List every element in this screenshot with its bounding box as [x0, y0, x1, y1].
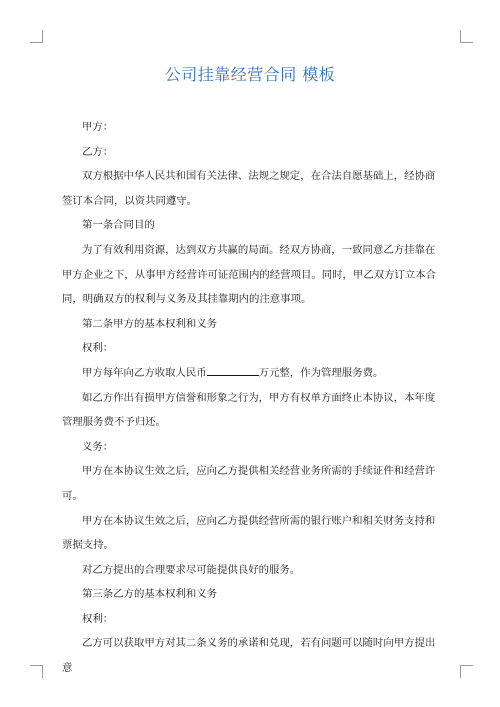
termination-clause: 如乙方作出有损甲方信誉和形象之行为，甲方有权单方面终止本协议，本年度管理服务费不予归还。: [62, 391, 436, 429]
fee-clause: [62, 361, 438, 386]
article-2-heading: 第二条甲方的基本权利和义务: [82, 317, 218, 330]
crop-mark-top-left: [30, 30, 43, 43]
crop-mark-top-right: [460, 30, 473, 43]
article-3-heading: 第三条乙方的基本权利和义务: [82, 588, 218, 601]
fee-clause-text-before: 甲方每年向乙方收取人民币: [82, 366, 207, 379]
party-a-line: 甲方：: [82, 121, 114, 133]
obligation-finance: 甲方在本协议生效之后，应向乙方提供经营所需的银行账户和相关财务支持和票据支持。: [62, 514, 436, 552]
fee-clause-text-after: 万元整，作为管理服务费。: [258, 366, 384, 379]
obligation-service: 对乙方提出的合理要求尽可能提供良好的服务。: [82, 563, 301, 576]
article-1-body: 为了有效利用资源，达到双方共赢的局面。经双方协商，一致同意乙方挂靠在甲方企业之下，从事甲方经营许可证范围内的经营项目。同时，甲乙双方订立本合同，明确双方的权利与义务及其挂靠期内的注意事项。: [62, 243, 437, 306]
document-title: 公司挂靠经营合同 模板: [164, 65, 336, 84]
obligation-permits: 甲方在本协议生效之后，应向乙方提供相关经营业务所需的手续证件和经营许可。: [62, 465, 436, 502]
rights-label: 权利：: [82, 342, 114, 355]
rights-label-2: 权利：: [82, 612, 114, 625]
crop-mark-bottom-left: [30, 665, 43, 678]
amount-blank-field[interactable]: [207, 363, 259, 376]
party-b-line: 乙方：: [82, 145, 114, 158]
document-body: [62, 115, 438, 681]
article-1-heading: 第一条合同目的: [82, 219, 155, 232]
party-b-rights-clause: 乙方可以获取甲方对其二条义务的承诺和兑现，若有问题可以随时向甲方提出意: [62, 637, 436, 675]
obligations-label: 义务：: [82, 440, 114, 453]
preamble-paragraph: 双方根据中华人民共和国有关法律、法规之规定，在合法自愿基础上，经协商签订本合同，以资共同遵守。: [62, 170, 436, 207]
crop-mark-bottom-right: [460, 665, 473, 678]
